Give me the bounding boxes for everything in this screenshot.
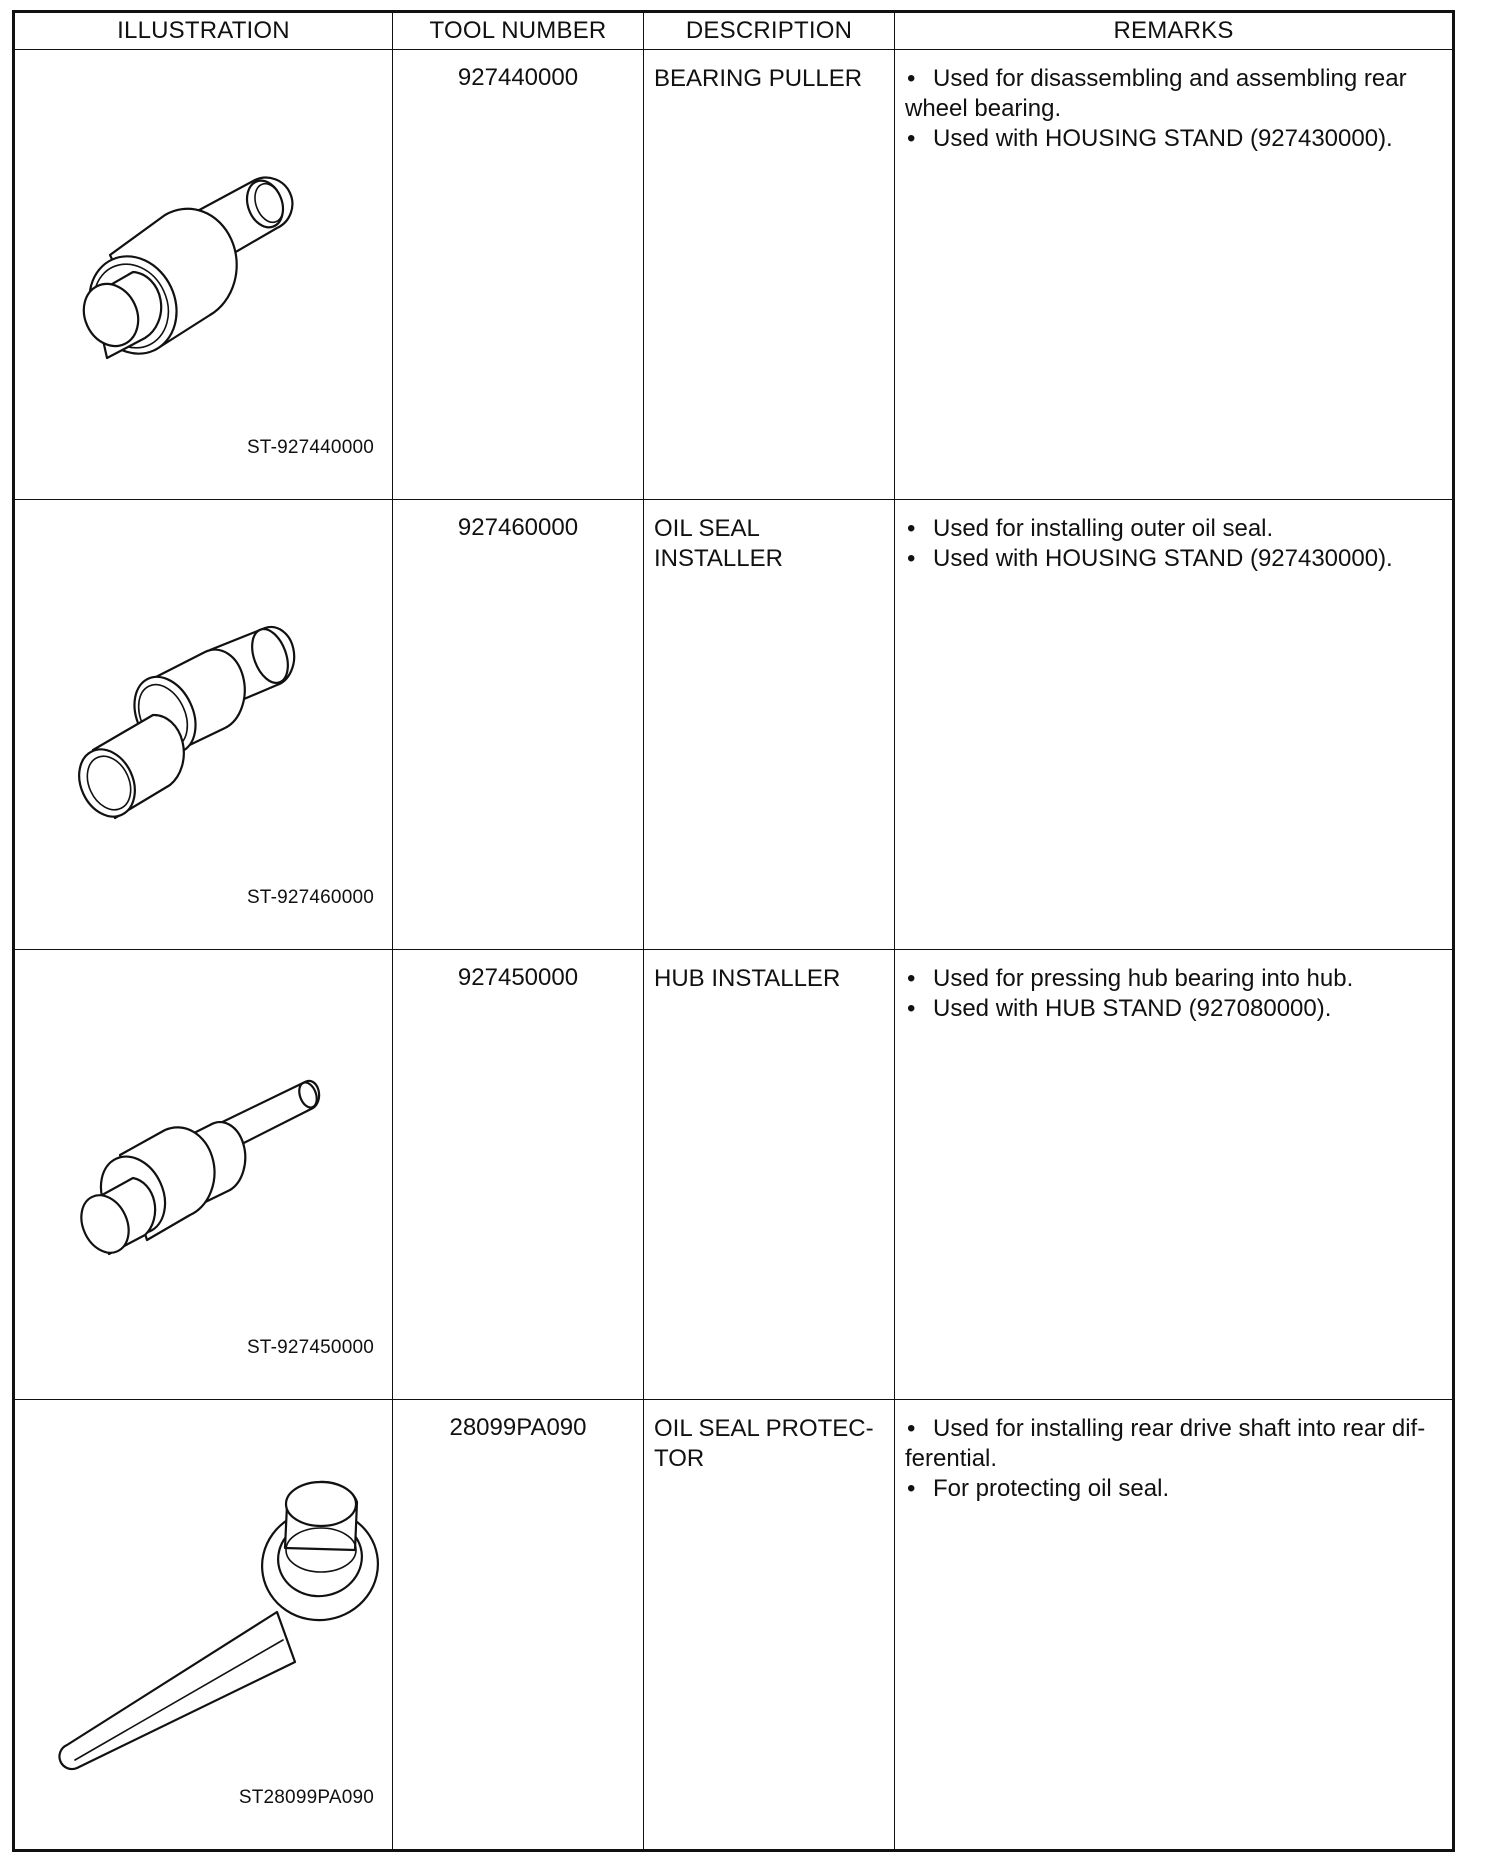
bullet-icon: • (907, 1415, 916, 1442)
header-row (14, 12, 1454, 50)
illustration-caption: ST-927460000 (246, 887, 374, 908)
bullet-icon: • (907, 965, 916, 992)
table-row (14, 950, 1454, 1400)
illustration-caption: ST-927450000 (246, 1337, 374, 1358)
illustration-cell (14, 50, 393, 500)
bearing-puller-tool-icon (15, 50, 391, 485)
remark-text: Used with HUB STAND (927080000). (933, 995, 1332, 1022)
tool-number-cell: 28099PA090 (393, 1400, 644, 1851)
bullet-icon: • (907, 515, 916, 542)
illustration-caption: ST28099PA090 (238, 1787, 374, 1808)
description-cell: OIL SEAL INSTALLER (644, 500, 895, 950)
hub-installer-tool-icon (15, 950, 391, 1385)
table-row (14, 1400, 1454, 1851)
remarks-cell (895, 1400, 1454, 1851)
tool-number-cell: 927460000 (393, 500, 644, 950)
remarks-cell (895, 500, 1454, 950)
remark-item (905, 994, 1442, 1024)
header-tool-number: TOOL NUMBER (393, 12, 644, 50)
header-illustration: ILLUSTRATION (14, 12, 393, 50)
tool-number-cell: 927450000 (393, 950, 644, 1400)
remarks-list (905, 964, 1442, 1024)
remark-text: Used for installing outer oil seal. (933, 515, 1274, 542)
bullet-icon: • (907, 125, 916, 152)
remark-text: Used with HOUSING STAND (927430000). (933, 125, 1393, 152)
remark-text: Used for installing rear drive shaft into rear dif- ferential. (905, 1415, 1426, 1472)
description-cell: OIL SEAL PROTEC- TOR (644, 1400, 895, 1851)
table-row (14, 500, 1454, 950)
special-tools-table (12, 10, 1455, 1852)
remark-item (905, 124, 1442, 154)
remarks-list (905, 514, 1442, 574)
bullet-icon: • (907, 1475, 916, 1502)
remark-text: Used with HOUSING STAND (927430000). (933, 545, 1393, 572)
remark-item (905, 1474, 1442, 1504)
bullet-icon: • (907, 995, 916, 1022)
header-description: DESCRIPTION (644, 12, 895, 50)
tool-number-cell: 927440000 (393, 50, 644, 500)
remark-item (905, 544, 1442, 574)
remark-text: For protecting oil seal. (933, 1475, 1170, 1502)
remarks-cell (895, 950, 1454, 1400)
remarks-list (905, 64, 1442, 154)
remark-item (905, 64, 1442, 124)
description-cell: BEARING PULLER (644, 50, 895, 500)
illustration-cell (14, 950, 393, 1400)
bullet-icon: • (907, 545, 916, 572)
remarks-list (905, 1414, 1442, 1504)
remark-item (905, 964, 1442, 994)
oil-seal-installer-tool-icon (15, 500, 391, 935)
table-row (14, 50, 1454, 500)
illustration-cell (14, 1400, 393, 1851)
remark-item (905, 1414, 1442, 1474)
illustration-cell (14, 500, 393, 950)
remarks-cell (895, 50, 1454, 500)
header-remarks: REMARKS (895, 12, 1454, 50)
description-cell: HUB INSTALLER (644, 950, 895, 1400)
remark-text: Used for disassembling and assembling rear wheel bearing. (905, 65, 1407, 122)
illustration-caption: ST-927440000 (246, 437, 374, 458)
bullet-icon: • (907, 65, 916, 92)
remark-text: Used for pressing hub bearing into hub. (933, 965, 1354, 992)
remark-item (905, 514, 1442, 544)
oil-seal-protector-tool-icon (15, 1400, 391, 1835)
